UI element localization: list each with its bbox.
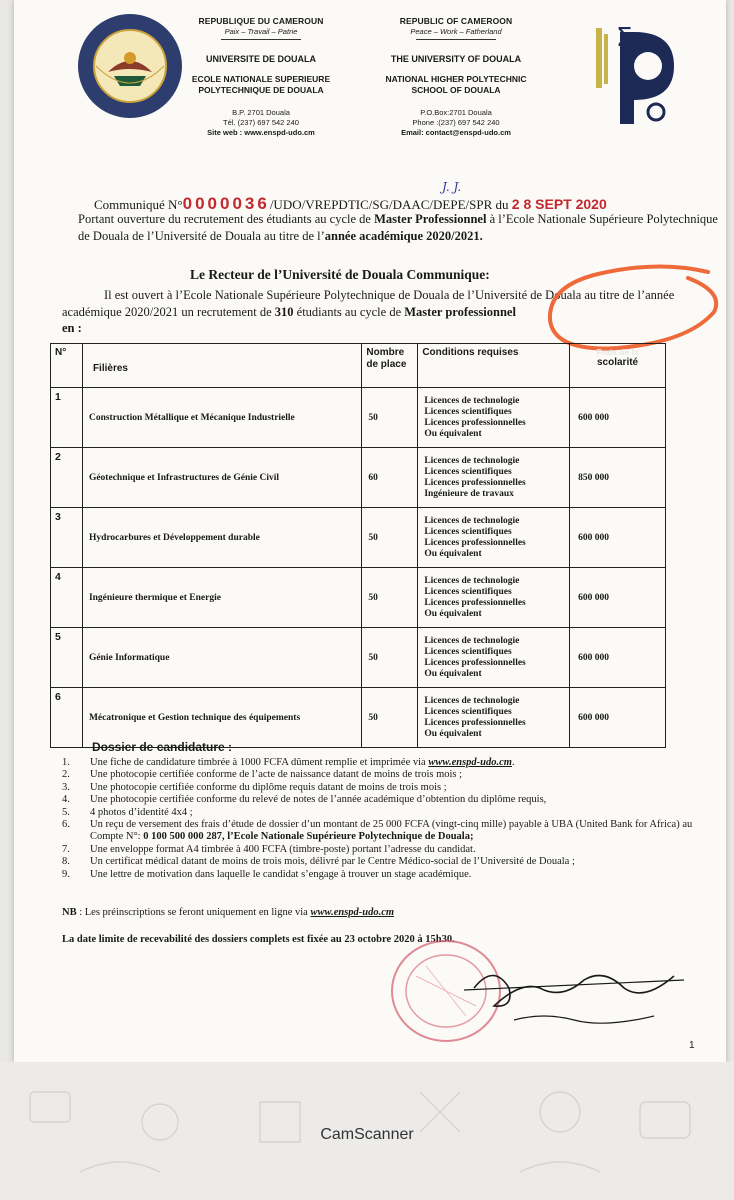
country-name-en: REPUBLIC OF CAMEROON xyxy=(399,16,513,26)
university-seal-logo xyxy=(74,10,186,122)
row-number: 6 xyxy=(51,688,83,748)
list-item xyxy=(62,757,722,769)
nb-note xyxy=(62,907,394,918)
email-en: Email: contact@enspd-udo.cm xyxy=(401,128,511,137)
intro-text-2: à l’Ecole Nationale Supérieure Polytechnique de Douala de l’Université de Douala au titre de l’ xyxy=(78,212,718,243)
header-no: N° xyxy=(51,344,83,388)
condition-item: Licences de technologie xyxy=(424,575,520,586)
header-places xyxy=(362,344,418,388)
list-item-number: 2. xyxy=(62,769,70,781)
intro-master-pro: Master Professionnel xyxy=(374,212,487,226)
condition-item: Licences professionnelles xyxy=(424,717,526,728)
condition-item: Licences scientifiques xyxy=(424,406,512,417)
list-item-number: 9. xyxy=(62,868,70,880)
condition-item: Licences professionnelles xyxy=(424,417,526,428)
body-en-label: en : xyxy=(62,321,82,335)
list-item-body: Une photocopie certifiée conforme du diplôme requis datant de moins de trois mois ; xyxy=(90,781,447,793)
condition-item: Licences scientifiques xyxy=(424,526,512,537)
row-places: 50 xyxy=(362,628,418,688)
motto-fr: Paix – Travail – Patrie xyxy=(224,27,298,36)
list-item-body: Une lettre de motivation dans laquelle le candidat s’engage à trouver un stage académique. xyxy=(90,868,472,880)
account-details: 0 100 500 000 287, l’Ecole Nationale Supérieure Polytechnique de Douala; xyxy=(143,831,474,843)
communique-number: 0000036 xyxy=(182,194,270,213)
header-filieres: Filières xyxy=(82,344,361,388)
row-conditions xyxy=(418,568,570,628)
condition-item: Licences professionnelles xyxy=(424,477,526,488)
list-item-body: Un certificat médical datant de moins de trois mois, délivré par le Centre Médico-social de l’Université de Douala ; xyxy=(90,856,575,868)
list-item-body: Un reçu de versement des frais d’étude de dossier d’un montant de 25 000 FCFA (vingt-cinq mille) payable à UBA (United Bank for Africa) au Compte N°: xyxy=(90,819,693,843)
row-number: 4 xyxy=(51,568,83,628)
list-item xyxy=(62,869,722,881)
row-number: 3 xyxy=(51,508,83,568)
row-places: 50 xyxy=(362,388,418,448)
deadline-text: La date limite de recevabilité des dossiers complets est fixée au 23 octobre 2020 à 15h30. xyxy=(62,934,455,945)
row-fees: 600 000 xyxy=(570,628,666,688)
header-divider xyxy=(416,39,496,40)
condition-item: Licences de technologie xyxy=(424,455,520,466)
list-item xyxy=(62,844,722,856)
condition-item: Ou équivalent xyxy=(424,428,482,439)
nb-label: NB xyxy=(62,907,77,918)
list-item-text xyxy=(90,807,722,819)
school-name-en-line2: SCHOOL OF DOUALA xyxy=(411,85,501,95)
list-item-number: 1. xyxy=(62,757,70,768)
row-filiere: Génie Informatique xyxy=(82,628,361,688)
handwritten-initials: J. J. xyxy=(442,180,462,194)
nb-text: : Les préinscriptions se feront uniquement en ligne via xyxy=(76,907,311,918)
condition-item: Licences scientifiques xyxy=(424,706,512,717)
row-conditions xyxy=(418,688,570,748)
row-fees: 600 000 xyxy=(570,688,666,748)
list-item xyxy=(62,819,722,844)
condition-item: Licences professionnelles xyxy=(424,657,526,668)
school-name-en-line1: NATIONAL HIGHER POLYTECHNIC xyxy=(385,74,527,84)
row-filiere: Géotechnique et Infrastructures de Génie Civil xyxy=(82,448,361,508)
condition-item: Licences scientifiques xyxy=(424,586,512,597)
row-number: 2 xyxy=(51,448,83,508)
row-number: 5 xyxy=(51,628,83,688)
header-french-column xyxy=(186,16,336,138)
row-places: 60 xyxy=(362,448,418,508)
list-item-number: 5. xyxy=(62,806,70,818)
list-item-trailing: . xyxy=(511,757,515,768)
list-item-text xyxy=(90,844,722,856)
condition-item: Licences scientifiques xyxy=(424,646,512,657)
condition-item: Ou équivalent xyxy=(424,548,482,559)
row-fees: 600 000 xyxy=(570,388,666,448)
condition-item: Ou équivalent xyxy=(424,608,482,619)
condition-item: Licences professionnelles xyxy=(424,537,526,548)
condition-item: Licences scientifiques xyxy=(424,466,512,477)
university-name-en: THE UNIVERSITY OF DOUALA xyxy=(390,54,522,64)
scanner-app-footer xyxy=(0,1062,734,1200)
intro-text-1: Portant ouverture du recrutement des étudiants au cycle de xyxy=(78,212,375,226)
header-fees xyxy=(570,344,666,388)
page-number: 1 xyxy=(689,1040,695,1051)
list-item-text xyxy=(90,819,722,844)
communique-date-stamp: 2 8 SEPT 2020 xyxy=(511,196,607,212)
table-row xyxy=(51,388,666,448)
list-item-body: Une photocopie certifiée conforme de l’acte de naissance datant de moins de trois mois ; xyxy=(90,769,463,781)
row-places: 50 xyxy=(362,568,418,628)
row-conditions xyxy=(418,388,570,448)
enspd-school-logo xyxy=(594,20,684,130)
phone-fr: Tél. (237) 697 542 240 xyxy=(223,118,299,127)
list-item-text xyxy=(90,782,722,794)
header-fees-top: Frais de la xyxy=(596,347,639,357)
row-fees: 600 000 xyxy=(570,508,666,568)
dossier-title: Dossier de candidature : xyxy=(92,740,233,754)
row-conditions xyxy=(418,448,570,508)
website-fr: Site web : www.enspd-udo.cm xyxy=(207,128,315,137)
svg-text:Σ: Σ xyxy=(616,23,633,53)
communique-du: du xyxy=(495,197,509,212)
row-filiere: Hydrocarbures et Développement durable xyxy=(82,508,361,568)
address-fr: B.P. 2701 Douala xyxy=(232,108,290,117)
list-item-body: Une photocopie certifiée conforme du relevé de notes de l’année académique d’obtention du diplôme requis, xyxy=(90,794,547,806)
address-en: P.O.Box:2701 Douala xyxy=(420,108,492,117)
body-text-2: étudiants au cycle de xyxy=(293,305,405,319)
preinscription-link[interactable]: www.enspd-udo.cm xyxy=(310,907,395,918)
table-header-row xyxy=(51,344,666,388)
announcement-body xyxy=(62,287,712,321)
table-row xyxy=(51,568,666,628)
dossier-requirements-list xyxy=(62,757,722,881)
list-item-number: 3. xyxy=(62,781,70,793)
list-item-number: 7. xyxy=(62,843,70,855)
table-row xyxy=(51,448,666,508)
condition-item: Licences de technologie xyxy=(424,635,520,646)
communique-subject xyxy=(78,211,718,245)
intro-academic-year: année académique 2020/2021. xyxy=(324,229,483,243)
row-fees: 600 000 xyxy=(570,568,666,628)
table-row xyxy=(51,628,666,688)
camscanner-watermark: CamScanner xyxy=(320,1126,414,1143)
header-places-line1: Nombre xyxy=(366,347,405,358)
row-places: 50 xyxy=(362,688,418,748)
row-number: 1 xyxy=(51,388,83,448)
list-item xyxy=(62,807,722,819)
table-row xyxy=(51,688,666,748)
country-name-fr: REPUBLIQUE DU CAMEROUN xyxy=(198,16,324,26)
table-row xyxy=(51,508,666,568)
list-item-text xyxy=(90,856,722,868)
list-item-text xyxy=(90,869,722,881)
condition-item: Ou équivalent xyxy=(424,668,482,679)
list-item-body: Une enveloppe format A4 timbrée à 400 FCFA (timbre-poste) portant l’adresse du candidat. xyxy=(90,843,476,855)
list-item-body: 4 photos d’identité 4x4 ; xyxy=(90,806,193,818)
programs-table xyxy=(50,343,666,748)
header-places-line2: de place xyxy=(366,359,407,370)
list-item-text xyxy=(90,769,722,781)
university-name-fr: UNIVERSITE DE DOUALA xyxy=(205,54,316,64)
list-item xyxy=(62,794,722,806)
list-item-text xyxy=(90,757,722,769)
school-name-fr-line2: POLYTECHNIQUE DE DOUALA xyxy=(198,85,324,95)
communique-reference: /UDO/VREPDTIC/SG/DAAC/DEPE/SPR xyxy=(269,197,493,212)
motto-en: Peace – Work – Fatherland xyxy=(410,27,502,36)
phone-en: Phone :(237) 697 542 240 xyxy=(412,118,500,127)
condition-item: Licences de technologie xyxy=(424,395,520,406)
row-places: 50 xyxy=(362,508,418,568)
condition-item: Licences de technologie xyxy=(424,695,520,706)
row-filiere: Ingénieure thermique et Energie xyxy=(82,568,361,628)
condition-item: Licences professionnelles xyxy=(424,597,526,608)
list-item-number: 4. xyxy=(62,794,70,806)
row-fees: 850 000 xyxy=(570,448,666,508)
school-name-fr-line1: ECOLE NATIONALE SUPERIEURE xyxy=(191,74,331,84)
row-conditions xyxy=(418,628,570,688)
scanned-document-page xyxy=(14,0,726,1062)
row-filiere: Construction Métallique et Mécanique Industrielle xyxy=(82,388,361,448)
row-conditions xyxy=(418,508,570,568)
header-english-column xyxy=(376,16,536,138)
list-item-number: 8. xyxy=(62,856,70,868)
communique-prefix: Communiqué N° xyxy=(94,197,183,212)
list-item xyxy=(62,769,722,781)
list-item-number: 6. xyxy=(62,819,70,831)
list-item-text xyxy=(90,794,722,806)
condition-item: Licences de technologie xyxy=(424,515,520,526)
header-conditions: Conditions requises xyxy=(418,344,570,388)
header-fees-label: scolarité xyxy=(596,357,639,368)
row-filiere: Mécatronique et Gestion technique des équipements xyxy=(82,688,361,748)
condition-item: Ou équivalent xyxy=(424,728,482,739)
announcement-title: Le Recteur de l’Université de Douala Communique: xyxy=(190,267,490,282)
header-divider xyxy=(221,39,301,40)
list-item xyxy=(62,782,722,794)
list-item-body: Une fiche de candidature timbrée à 1000 FCFA dûment remplie et imprimée via xyxy=(90,757,429,768)
rector-signature xyxy=(454,958,694,1038)
candidature-link[interactable]: www.enspd-udo.cm xyxy=(428,757,512,768)
students-count: 310 xyxy=(274,305,294,319)
condition-item: Ingénieure de travaux xyxy=(424,488,514,499)
body-cycle: Master professionnel xyxy=(404,305,516,319)
list-item xyxy=(62,856,722,868)
body-text-1: Il est ouvert à l’Ecole Nationale Supérieure Polytechnique de Douala de l’Université de Douala au titre de l’année académique 2020/2021 un recrutement de xyxy=(62,288,675,319)
